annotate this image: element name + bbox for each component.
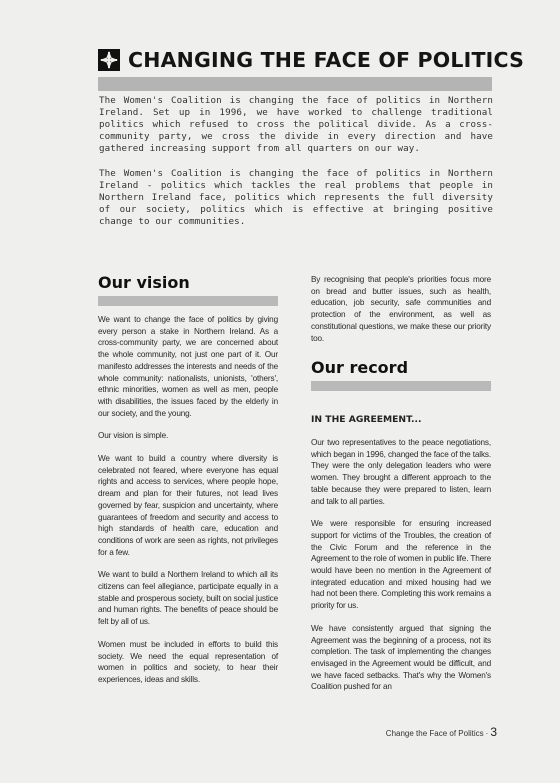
record-paragraph: We have consistently argued that signing the Agreement was the beginning of a process, not its completion. The task of implementing the changes envisaged in the Agreement would be difficult, and we have faced setbacks. That's why the Women's Coalition pushed for an	[311, 623, 491, 692]
footer-label: Change the Face of Politics	[385, 729, 484, 738]
record-heading-block	[311, 358, 491, 391]
agreement-subheading: IN THE AGREEMENT...	[311, 414, 422, 425]
intro-paragraph: The Women's Coalition is changing the face of politics in Northern Ireland - politics which tackles the real problems that people in Northern Ireland face, politics which represents the full diversity of our society, politics which is effective at bringing positive change to our communities.	[99, 168, 493, 227]
vision-paragraph: We want to change the face of politics by giving every person a stake in Northern Ireland. As a cross-community party, we are concerned about the whole community, not just one part of it. Our manifesto addresses the interests and needs of the whole community: nationalists, unionists, 'others', ethnic minorities, women as well as men, people with disabilities, the issues faced by the elderly in our society, and the young.	[98, 315, 278, 418]
vision-heading: Our vision	[98, 273, 190, 292]
footer-separator: ·	[485, 729, 489, 738]
title-underline-bar	[98, 77, 492, 91]
page-footer	[372, 725, 497, 739]
record-heading-bar	[311, 381, 491, 391]
title-row	[98, 45, 525, 75]
vision-paragraph: Our vision is simple.	[98, 431, 169, 441]
intro-paragraph: The Women's Coalition is changing the face of politics in Northern Ireland. Set up in 1996, we have worked to challenge traditional politics which refused to cross the political divide. As a cross-community party, we cross the divide in every direction and have gathered increasing support from all quarters on our way.	[99, 95, 493, 154]
vision-paragraph: We want to build a Northern Ireland to which all its citizens can feel allegiance, participate equally in a stable and prosperous society, built on social justice and human rights. The benefits of peace should be felt by all of us.	[98, 570, 278, 627]
vision-heading-block	[98, 273, 278, 306]
vision-paragraph: We want to build a country where diversity is celebrated not feared, where everyone has equal rights and access to services, where people hope, dream and plan for their futures, not lead lives governed by fear, suspicion and uncertainty, where guarantees of freedom and security and access to high standards of health care, education and conditions of work are seen as rights, not privileges for a few.	[98, 454, 278, 557]
record-paragraph: Our two representatives to the peace negotiations, which began in 1996, changed the face of the talks. They were the only delegation leaders who were women. They brought a different approach to the table because they were prepared to listen, learn and talk to all parties.	[311, 438, 491, 506]
vision-body	[98, 314, 278, 697]
priorities-paragraph-block	[311, 274, 491, 355]
page-title: CHANGING THE FACE OF POLITICS	[128, 48, 525, 72]
celtic-cross-icon	[98, 49, 120, 71]
priorities-paragraph: By recognising that people's priorities focus more on bread and butter issues, such as health, education, job security, safe communities and protection of the environment, as well as constitutional questions, we make these our priority too.	[311, 275, 491, 343]
vision-paragraph: Women must be included in efforts to build this society. We need the equal representation of women in politics and society, to hear their experiences, ideas and skills.	[98, 639, 278, 684]
record-body	[311, 437, 491, 704]
intro-section	[99, 95, 493, 241]
record-paragraph: We were responsible for ensuring increased support for victims of the Troubles, the creation of the Civic Forum and the reference in the Agreement to the role of women in public life. There would have been no mention in the Agreement of integrated education and mixed housing had we had not been there. Completing this work remains a priority for us.	[311, 519, 492, 611]
page-header	[98, 45, 525, 91]
vision-heading-bar	[98, 296, 278, 306]
record-heading: Our record	[311, 358, 409, 377]
page-number: 3	[490, 725, 497, 739]
